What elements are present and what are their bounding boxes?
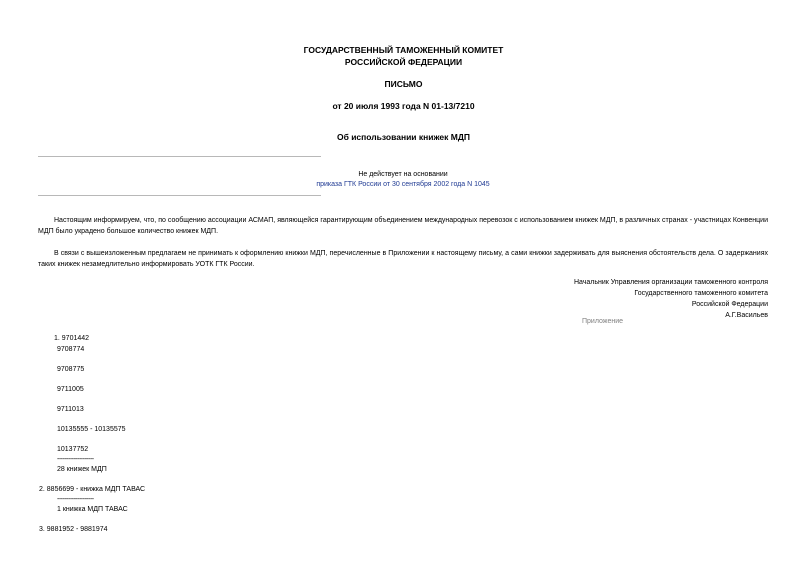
appendix-item-3: 9708775 <box>57 366 85 373</box>
signature-position: Начальник Управления организации таможенного контроля <box>573 279 768 286</box>
appendix-item-4: 9711005 <box>57 386 84 393</box>
appendix-item-5: 9711013 <box>57 406 84 413</box>
appendix-total-2: 1 книжка МДП ТАВАС <box>57 506 128 513</box>
status-note-text: Не действует на основании <box>358 171 448 178</box>
appendix-item-1: 1. 9701442 <box>54 335 90 342</box>
repeal-order-link[interactable]: приказа ГТК России от 30 сентября 2002 года N 1045 <box>316 181 490 188</box>
appendix-label: Приложение <box>582 318 624 325</box>
appendix-total-1: 28 книжек МДП <box>57 466 107 473</box>
appendix-item-8: 2. 8856699 - книжка МДП ТАВАС <box>39 486 146 493</box>
status-note-link-wrap <box>270 180 536 190</box>
divider-bottom <box>38 195 321 196</box>
signature-block <box>574 277 768 321</box>
signature-name: А.Г.Васильев <box>725 312 768 319</box>
appendix-item-7: 10137752 <box>57 446 89 453</box>
signature-organization: Государственного таможенного комитета <box>634 290 768 297</box>
signature-country: Российской Федерации <box>691 301 768 308</box>
document-type: ПИСЬМО <box>384 79 423 89</box>
appendix-item-2: 9708774 <box>57 346 85 353</box>
appendix-item-6: 10135555 - 10135575 <box>57 426 126 433</box>
document-subject: Об использовании книжек МДП <box>336 132 471 142</box>
appendix-separator-1: -------------------- <box>57 456 94 463</box>
document-date: от 20 июля 1993 года N 01-13/7210 <box>332 101 475 111</box>
org-title-line2: РОССИЙСКОЙ ФЕДЕРАЦИИ <box>344 57 463 67</box>
body-paragraph-2: В связи с вышеизложенным предлагаем не принимать к оформлению книжки МДП, перечисленные в Приложении к настоящему письму, а сами книжки задерживать для выяснения обстоятельств дела. О задержаниях таких книжек незамедлительно информировать УОТК ГТК России. <box>38 250 768 268</box>
appendix-separator-2: -------------------- <box>57 496 94 503</box>
org-title-line1: ГОСУДАРСТВЕННЫЙ ТАМОЖЕННЫЙ КОМИТЕТ <box>303 45 504 55</box>
appendix-item-9: 3. 9881952 - 9881974 <box>39 526 108 533</box>
body-paragraph-1: Настоящим информируем, что, по сообщению ассоциации АСМАП, являющейся гарантирующим объединением международных перевозок с использованием книжек МДП, в различных странах - участницах Конвенции МДП было украдено большое количество книжек МДП. <box>38 217 768 235</box>
divider-top <box>38 156 321 157</box>
